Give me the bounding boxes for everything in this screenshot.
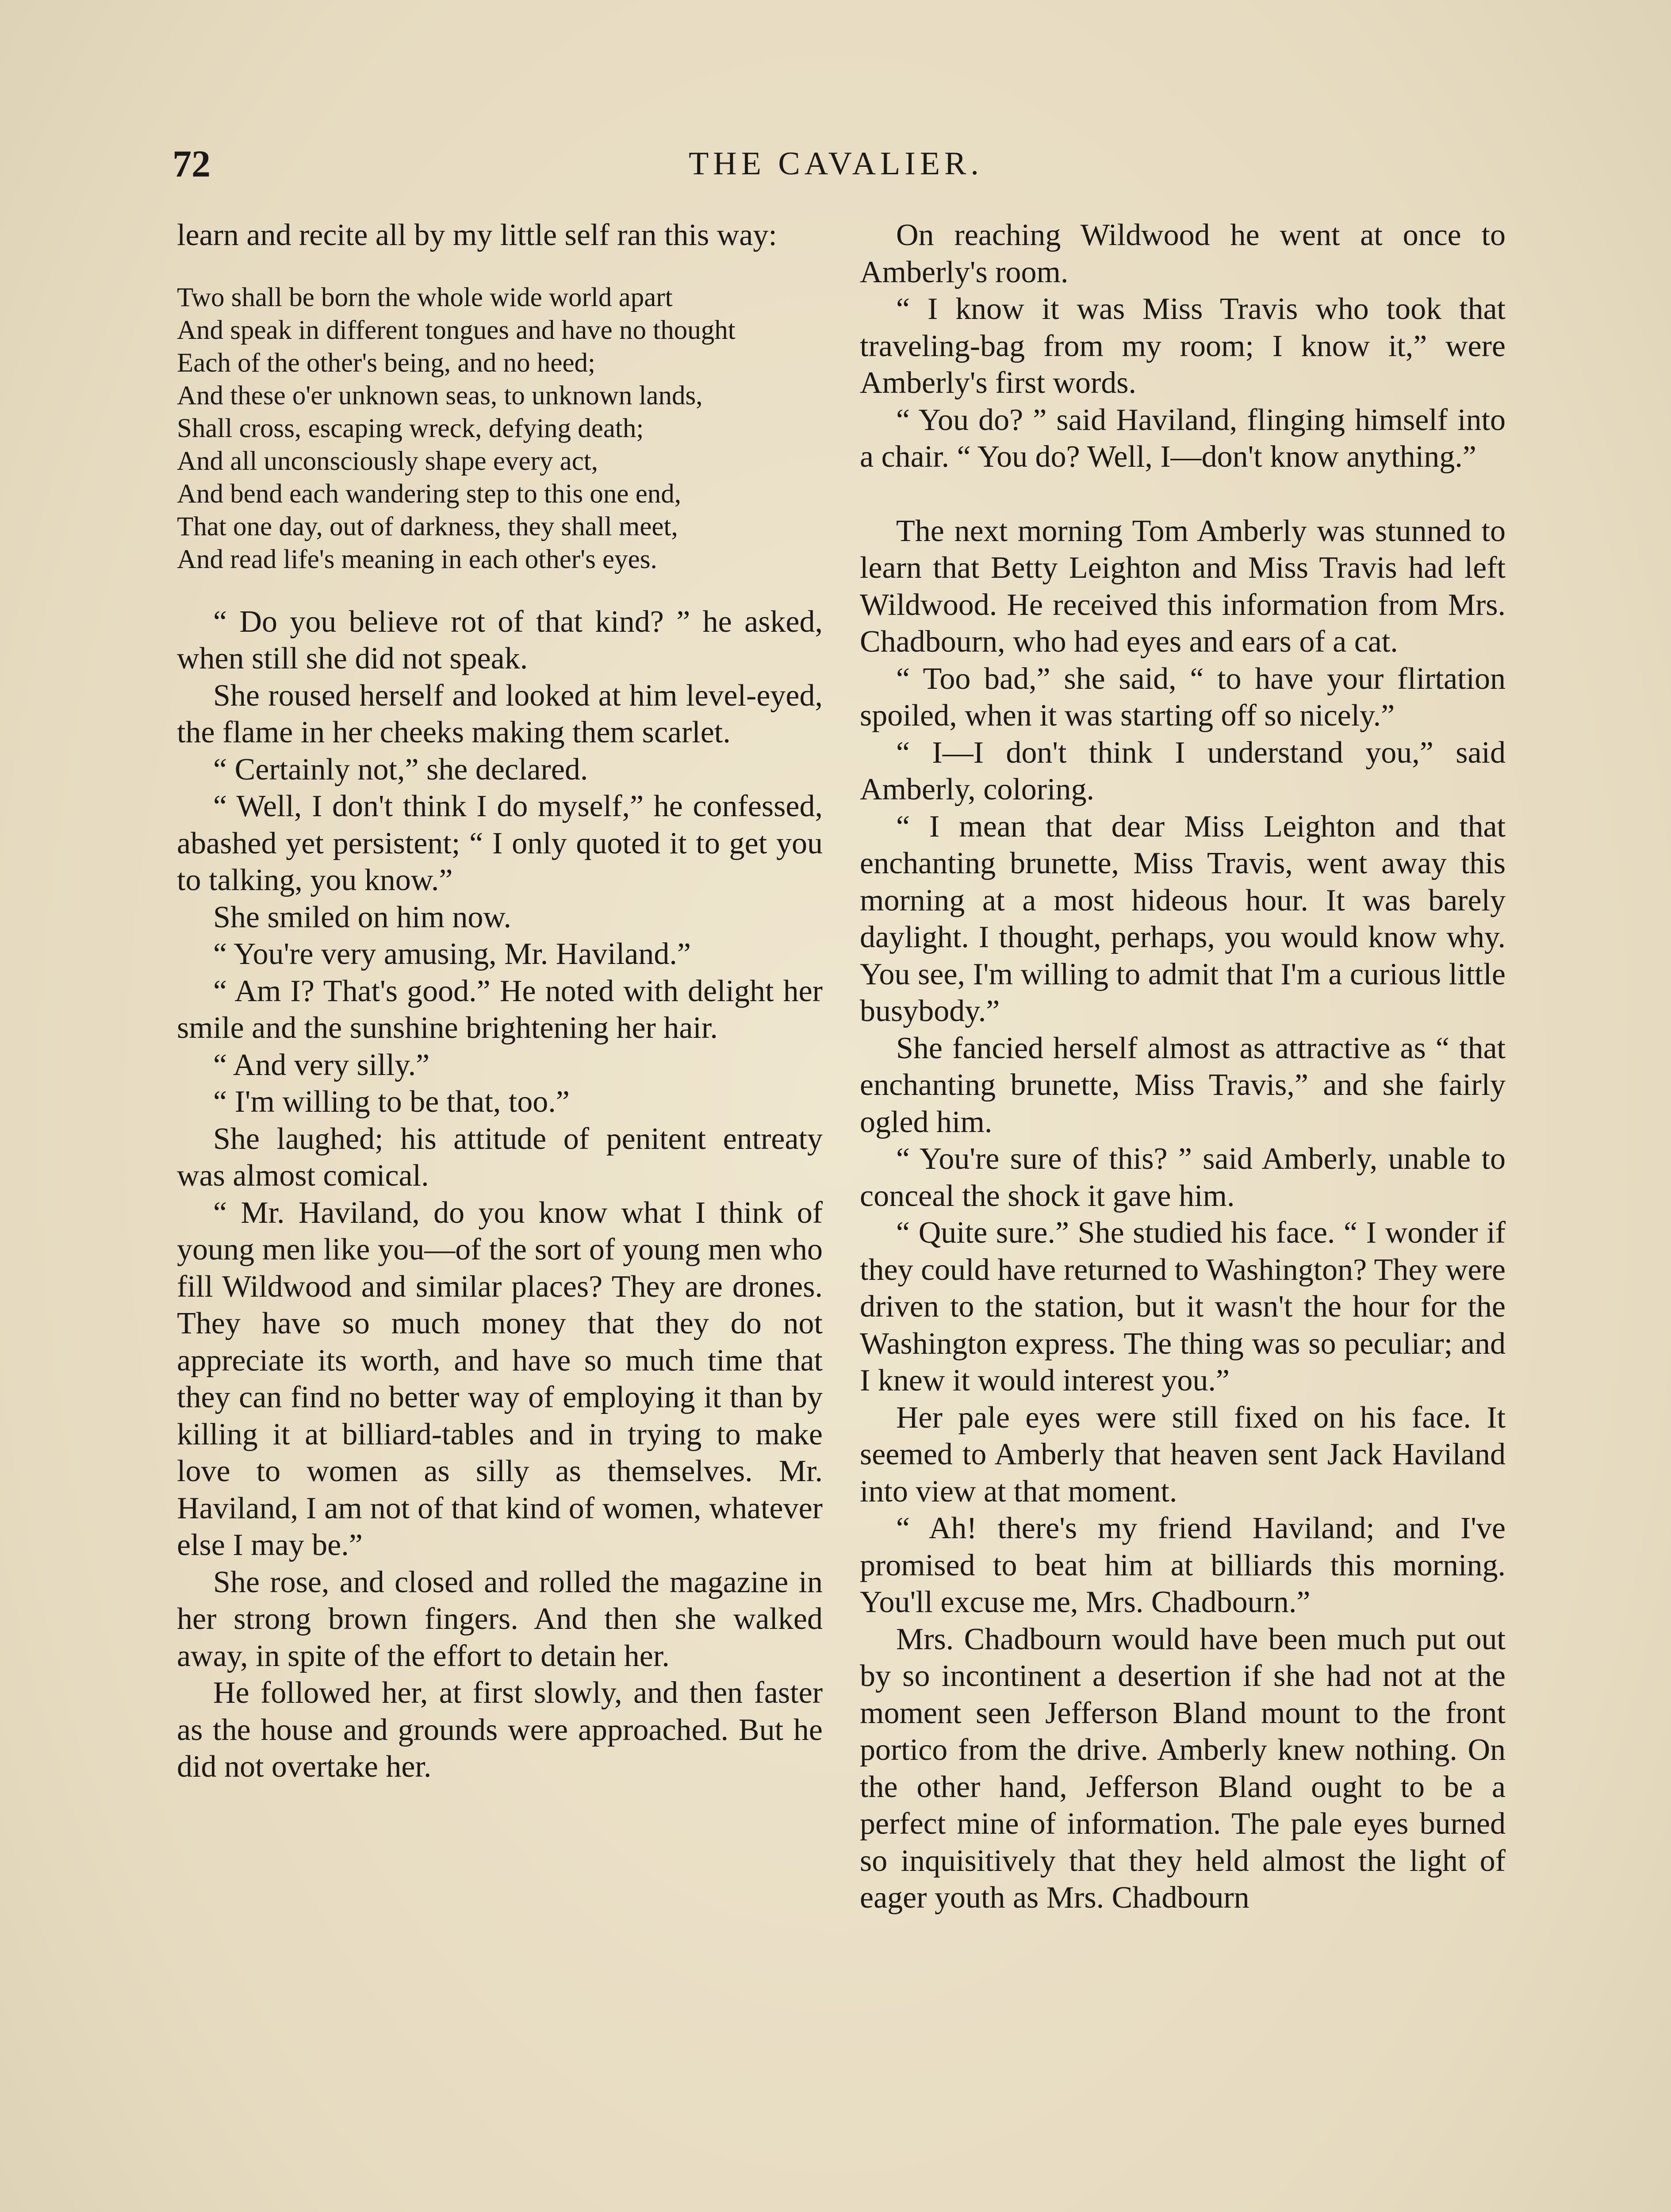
poem-line: Shall cross, escaping wreck, defying death; (177, 413, 644, 443)
paragraph: She rose, and closed and rolled the magazine in her strong brown fingers. And then she walked away, in spite of the effort to detain her. (177, 1565, 823, 1673)
paragraph: “ Mr. Haviland, do you know what I think of young men like you—of the sort of young men who fill Wildwood and similar places? They are drones. They have so much money that they do not appreciate its worth, and have so much time that they can find no better way of employing it than by killing it at billiard-tables and in trying to make love to women as silly as themselves. Mr. Haviland, I am not of that kind of women, whatever else I may be.” (177, 1195, 823, 1562)
paragraph: On reaching Wildwood he went at once to Amberly's room. (860, 218, 1506, 289)
paragraph: “ I know it was Miss Travis who took that traveling-bag from my room; I know it,” were Amberly's first words. (860, 292, 1506, 400)
intro-paragraph: learn and recite all by my little self ran this way: (177, 218, 777, 252)
paragraph: She smiled on him now. (213, 900, 512, 934)
paragraph: “ You're sure of this? ” said Amberly, unable to conceal the shock it gave him. (860, 1142, 1506, 1213)
poem-line: Two shall be born the whole wide world apart (177, 282, 673, 312)
paragraph: He followed her, at first slowly, and then faster as the house and grounds were approached. But he did not overtake her. (177, 1676, 823, 1784)
paragraph: “ You're very amusing, Mr. Haviland.” (213, 937, 691, 971)
page-number: 72 (172, 142, 211, 185)
poem-line: Each of the other's being, and no heed; (177, 348, 596, 378)
paragraph: “ And very silly.” (213, 1048, 430, 1082)
paragraph: Mrs. Chadbourn would have been much put out by so incontinent a desertion if she had not at the moment seen Jefferson Bland mount to the front portico from the drive. Amberly knew nothing. On the other hand, Jefferson Bland ought to be a perfect mine of information. The pale eyes burned so inquisitively that they held almost the light of eager youth as Mrs. Chadbourn (860, 1622, 1506, 1915)
poem-line: And all unconsciously shape every act, (177, 446, 598, 476)
paragraph: She fancied herself almost as attractive as “ that enchanting brunette, Miss Travis,” and she fairly ogled him. (860, 1031, 1506, 1139)
paragraph: “ I'm willing to be that, too.” (213, 1085, 570, 1119)
poem (177, 281, 823, 576)
poem-line: And these o'er unknown seas, to unknown lands, (177, 380, 703, 411)
paragraph: “ You do? ” said Haviland, flinging himself into a chair. “ You do? Well, I—don't know anything.” (860, 403, 1506, 474)
paragraph: She laughed; his attitude of penitent entreaty was almost comical. (177, 1121, 823, 1193)
paragraph: “ Do you believe rot of that kind? ” he asked, when still she did not speak. (177, 604, 823, 676)
magazine-title: THE CAVALIER. (689, 146, 983, 182)
paragraph: “ Well, I don't think I do myself,” he confessed, abashed yet persistent; “ I only quoted it to get you to talking, you know.” (177, 789, 823, 897)
paragraph: “ I—I don't think I understand you,” said Amberly, coloring. (860, 735, 1506, 806)
poem-line: And speak in different tongues and have no thought (177, 315, 736, 345)
section-break-paragraph: The next morning Tom Amberly was stunned to learn that Betty Leighton and Miss Travis had left Wildwood. He received this information from Mrs. Chadbourn, who had eyes and ears of a cat. (860, 514, 1506, 659)
paragraph: Her pale eyes were still fixed on his face. It seemed to Amberly that heaven sent Jack Haviland into view at that moment. (860, 1400, 1506, 1509)
right-column (860, 217, 1506, 2212)
paragraph: “ Ah! there's my friend Haviland; and I've promised to beat him at billiards this morning. You'll excuse me, Mrs. Chadbourn.” (860, 1511, 1506, 1619)
poem-line: And read life's meaning in each other's eyes. (177, 544, 657, 574)
poem-line: And bend each wandering step to this one end, (177, 479, 682, 509)
running-head (172, 133, 1499, 195)
paragraph: “ I mean that dear Miss Leighton and that enchanting brunette, Miss Travis, went away this morning at a most hideous hour. It was barely daylight. I thought, perhaps, you would know why. You see, I'm willing to admit that I'm a curious little busybody.” (860, 809, 1506, 1028)
paragraph: “ Quite sure.” She studied his face. “ I wonder if they could have returned to Washington? They were driven to the station, but it wasn't the hour for the Washington express. The thing was so peculiar; and I knew it would interest you.” (860, 1216, 1506, 1398)
paragraph: She roused herself and looked at him level-eyed, the flame in her cheeks making them scarlet. (177, 678, 823, 749)
paragraph: “ Too bad,” she said, “ to have your flirtation spoiled, when it was starting off so nicely.” (860, 661, 1506, 733)
poem-line: That one day, out of darkness, they shall meet, (177, 511, 678, 541)
paragraph: “ Am I? That's good.” He noted with delight her smile and the sunshine brightening her hair. (177, 974, 823, 1045)
paragraph: “ Certainly not,” she declared. (213, 752, 588, 787)
left-column (177, 217, 823, 2212)
